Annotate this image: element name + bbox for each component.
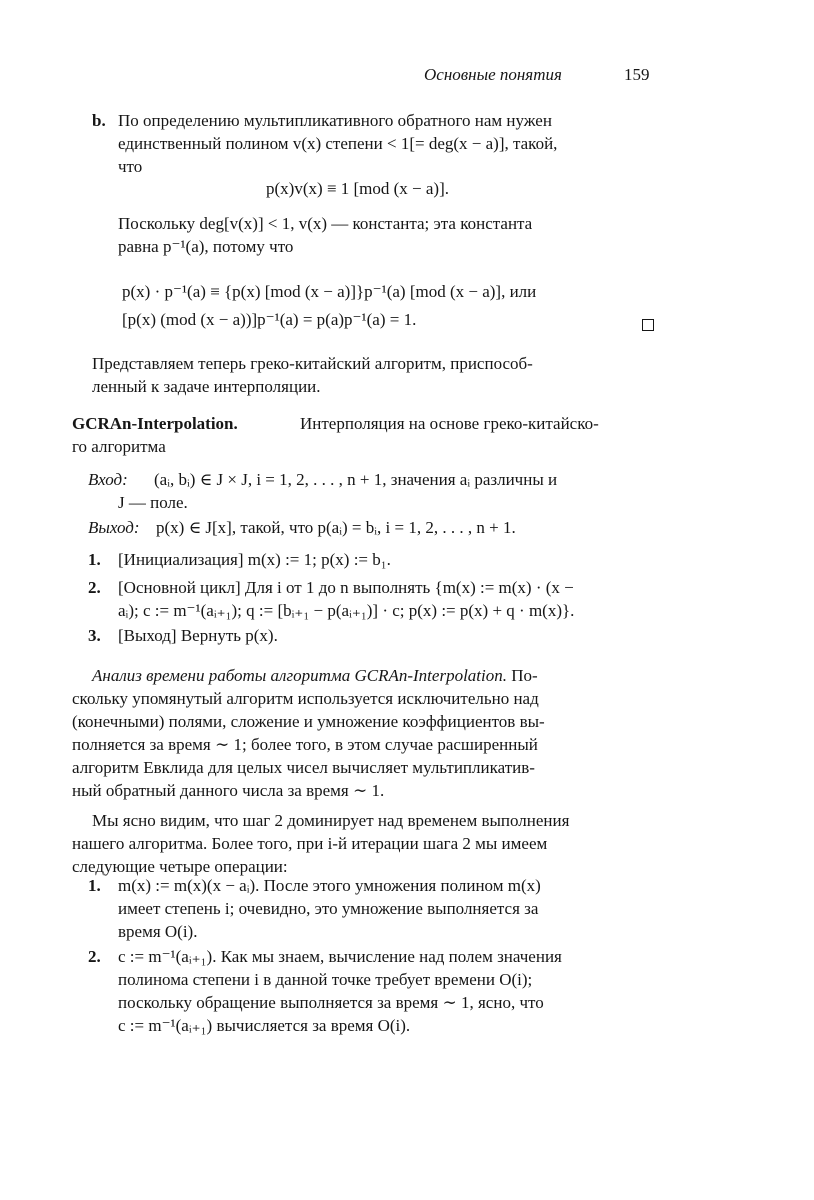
- algorithm-name: GCRAn-Interpolation.: [72, 414, 238, 433]
- analysis-line6: ный обратный данного числа за время ∼ 1.: [72, 781, 385, 800]
- input-label: Вход:: [88, 470, 128, 489]
- running-header-title: Основные понятия: [424, 65, 562, 84]
- output-label: Выход:: [88, 518, 140, 537]
- algorithm-title-line2: го алгоритма: [72, 437, 166, 456]
- operation-2-line3: поскольку обращение выполняется за время ∼ 1, ясно, что: [118, 993, 544, 1012]
- step-2-line1: [Основной цикл] Для i от 1 до n выполнять {m(x) := m(x) · (x −: [118, 578, 574, 597]
- step-1-text: [Инициализация] m(x) := 1; p(x) := b₁.: [118, 550, 391, 569]
- part-b-line2: единственный полином v(x) степени < 1[= deg(x − a)], такой,: [118, 134, 558, 153]
- step2-para-line3: следующие четыре операции:: [72, 857, 288, 876]
- step-3-text: [Выход] Вернуть p(x).: [118, 626, 278, 645]
- step-3-number: 3.: [88, 626, 101, 645]
- intro-line2: ленный к задаче интерполяции.: [92, 377, 321, 396]
- analysis-line3: (конечными) полями, сложение и умножение коэффициентов вы-: [72, 712, 545, 731]
- equation-inverse-line1: p(x) · p⁻¹(a) ≡ {p(x) [mod (x − a)]}p⁻¹(a) [mod (x − a)], или: [122, 282, 537, 301]
- operation-2-line1: c := m⁻¹(aᵢ₊₁). Как мы знаем, вычисление над полем значения: [118, 947, 562, 966]
- part-b-line5: равна p⁻¹(a), потому что: [118, 237, 294, 256]
- step-2-line2: aᵢ); c := m⁻¹(aᵢ₊₁); q := [bᵢ₊₁ − p(aᵢ₊₁)] · c; p(x) := p(x) + q · m(x)}.: [118, 601, 575, 620]
- part-b-label: b.: [92, 111, 106, 130]
- part-b-line4: Поскольку deg[v(x)] < 1, v(x) — константа; эта константа: [118, 214, 533, 233]
- page-number: 159: [624, 65, 650, 84]
- equation-inverse-line2: [p(x) (mod (x − a))]p⁻¹(a) = p(a)p⁻¹(a) = 1.: [122, 310, 417, 329]
- algorithm-title-line1: Интерполяция на основе греко-китайско-: [300, 414, 599, 433]
- analysis-heading: Анализ времени работы алгоритма GCRAn-Interpolation.: [92, 666, 507, 685]
- analysis-line5: алгоритм Евклида для целых чисел вычисляет мультипликатив-: [72, 758, 535, 777]
- equation-pv-congruence: p(x)v(x) ≡ 1 [mod (x − a)].: [266, 179, 449, 198]
- analysis-line4: полняется за время ∼ 1; более того, в этом случае расширенный: [72, 735, 538, 754]
- operation-1-line1: m(x) := m(x)(x − aᵢ). После этого умножения полином m(x): [118, 876, 541, 895]
- analysis-line1-tail: По-: [511, 666, 538, 685]
- part-b-line1: По определению мультипликативного обратного нам нужен: [118, 111, 552, 130]
- step2-para-line2: нашего алгоритма. Более того, при i-й итерации шага 2 мы имеем: [72, 834, 548, 853]
- output-text: p(x) ∈ J[x], такой, что p(aᵢ) = bᵢ, i = 1, 2, . . . , n + 1.: [156, 518, 516, 537]
- step2-para-line1: Мы ясно видим, что шаг 2 доминирует над временем выполнения: [92, 811, 570, 830]
- operation-2-number: 2.: [88, 947, 101, 966]
- qed-square-icon: [642, 315, 654, 337]
- input-line1: (aᵢ, bᵢ) ∈ J × J, i = 1, 2, . . . , n + 1, значения aᵢ различны и: [154, 470, 558, 489]
- operation-1-line2: имеет степень i; очевидно, это умножение выполняется за: [118, 899, 539, 918]
- operation-1-line3: время O(i).: [118, 922, 198, 941]
- intro-line1: Представляем теперь греко-китайский алгоритм, приспособ-: [92, 354, 533, 373]
- input-line2: J — поле.: [118, 493, 188, 512]
- part-b-line3: что: [118, 157, 143, 176]
- step-2-number: 2.: [88, 578, 101, 597]
- analysis-line2: скольку упомянутый алгоритм используется исключительно над: [72, 689, 539, 708]
- operation-2-line4: c := m⁻¹(aᵢ₊₁) вычисляется за время O(i).: [118, 1016, 411, 1035]
- step-1-number: 1.: [88, 550, 101, 569]
- operation-2-line2: полинома степени i в данной точке требует времени O(i);: [118, 970, 533, 989]
- operation-1-number: 1.: [88, 876, 101, 895]
